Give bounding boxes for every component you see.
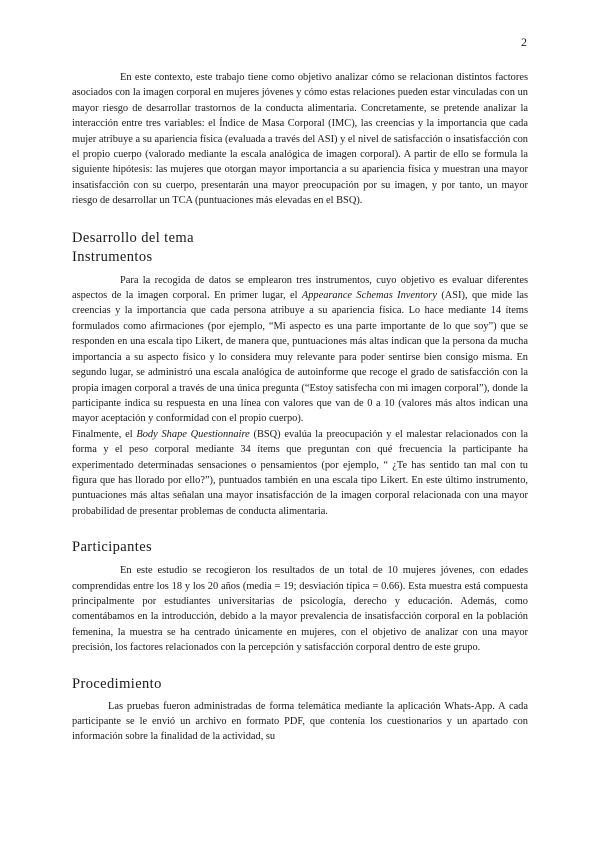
participantes-heading: Participantes (72, 539, 153, 556)
section-title: Desarrollo del tema (72, 229, 194, 246)
instrumentos-p1-text-b: (ASI), que mide las creencias y la importancia que cada persona atribuye a su apariencia física. Lo hace mediante 14 ítems formulados como afirmaciones (por ejemplo, “Mi aspecto es una parte importante de lo que soy”) que se responden en una escala tipo Likert, de manera que, puntuaciones más altas indican que la persona da mucha importancia a su aspecto físico y lo considera muy relevante para poder sentirse bien consigo misma. En segundo lugar, se administró una escala analógica de autoinforme que recoge el grado de satisfacción con la propia imagen corporal a través de una única pregunta (“Estoy satisfecha con mi imagen corporal”), donde la participante indica su respuesta en una línea con valores que van de 0 a 10 (valores más altos indican una mayor aceptación y conformidad con el propio cuerpo). (72, 290, 528, 425)
page-number: 2 (521, 35, 527, 49)
intro-paragraph: En este contexto, este trabajo tiene como objetivo analizar cómo se relacionan distintos factores asociados con la imagen corporal en mujeres jóvenes y cómo estas relaciones pueden estar vinculadas con un mayor riesgo de desarrollar trastornos de la conducta alimentaria. Concretamente, se pretende analizar la interacción entre tres variables: el Índice de Masa Corporal (IMC), las creencias y la importancia que cada mujer atribuye a su apariencia física (evaluada a través del ASI) y el nivel de satisfacción o insatisfacción con el propio cuerpo (valorado mediante la escala analógica de imagen corporal). A partir de ello se formula la siguiente hipótesis: las mujeres que otorgan mayor importancia a su apariencia física y muestran una mayor insatisfacción con su cuerpo, presentarán una mayor preocupación por su imagen, y por tanto, un mayor riesgo de desarrollar un TCA (puntuaciones más elevadas en el BSQ). (72, 72, 528, 207)
instrumentos-heading: Instrumentos (72, 248, 153, 265)
participantes-paragraph: En este estudio se recogieron los resultados de un total de 10 mujeres jóvenes, con edades comprendidas entre los 18 y los 20 años (media = 19; desviación típica = 0.66). Esta muestra está compuesta principalmente por estudiantes universitarias de psicología, derecho y educación. Además, como comentábamos en la introducción, debido a la mayor prevalencia de insatisfacción corporal en la población femenina, la muestra se ha centrado únicamente en mujeres, con el objetivo de analizar con una mayor precisión, los factores relacionados con la percepción y satisfacción corporal dentro de este grupo. (72, 565, 528, 654)
instrumentos-p2-text-b: (BSQ) evalúa la preocupación y el malestar relacionados con la forma y el peso corporal mediante 34 ítems que preguntan con qué frecuencia la participante ha experimentado determinadas sensaciones o pensamientos (por ejemplo, “ ¿Te has sentido tan mal con tu figura que has llorado por ello?”), puntuados también en una escala tipo Likert. En este último instrumento, puntuaciones más altas señalan una mayor insatisfacción de la imagen corporal relacionada con una mayor probabilidad de presentar problemas de conducta alimentaria. (72, 428, 528, 517)
page-content (72, 70, 528, 745)
instrumentos-paragraph-2 (72, 427, 528, 519)
instrumentos-p2-text-a: Finalmente, el (72, 428, 137, 440)
instrumentos-p1-text-a: Para la recogida de datos se emplearon tres instrumentos, cuyo objetivo es evaluar diferentes aspectos de la imagen corporal. En primer lugar, el (72, 274, 528, 302)
instrumentos-paragraph-1 (72, 273, 528, 427)
procedimiento-heading: Procedimiento (72, 675, 162, 692)
asi-title: Appearance Schemas Inventory (301, 290, 437, 302)
bsq-title: Body Shape Questionnaire (136, 428, 250, 440)
procedimiento-paragraph: Las pruebas fueron administradas de forma telemática mediante la aplicación Whats-App. A cada participante se le envió un archivo en formato PDF, que contenía los cuestionarios y un apartado con información sobre la finalidad de la actividad, su (72, 700, 528, 743)
